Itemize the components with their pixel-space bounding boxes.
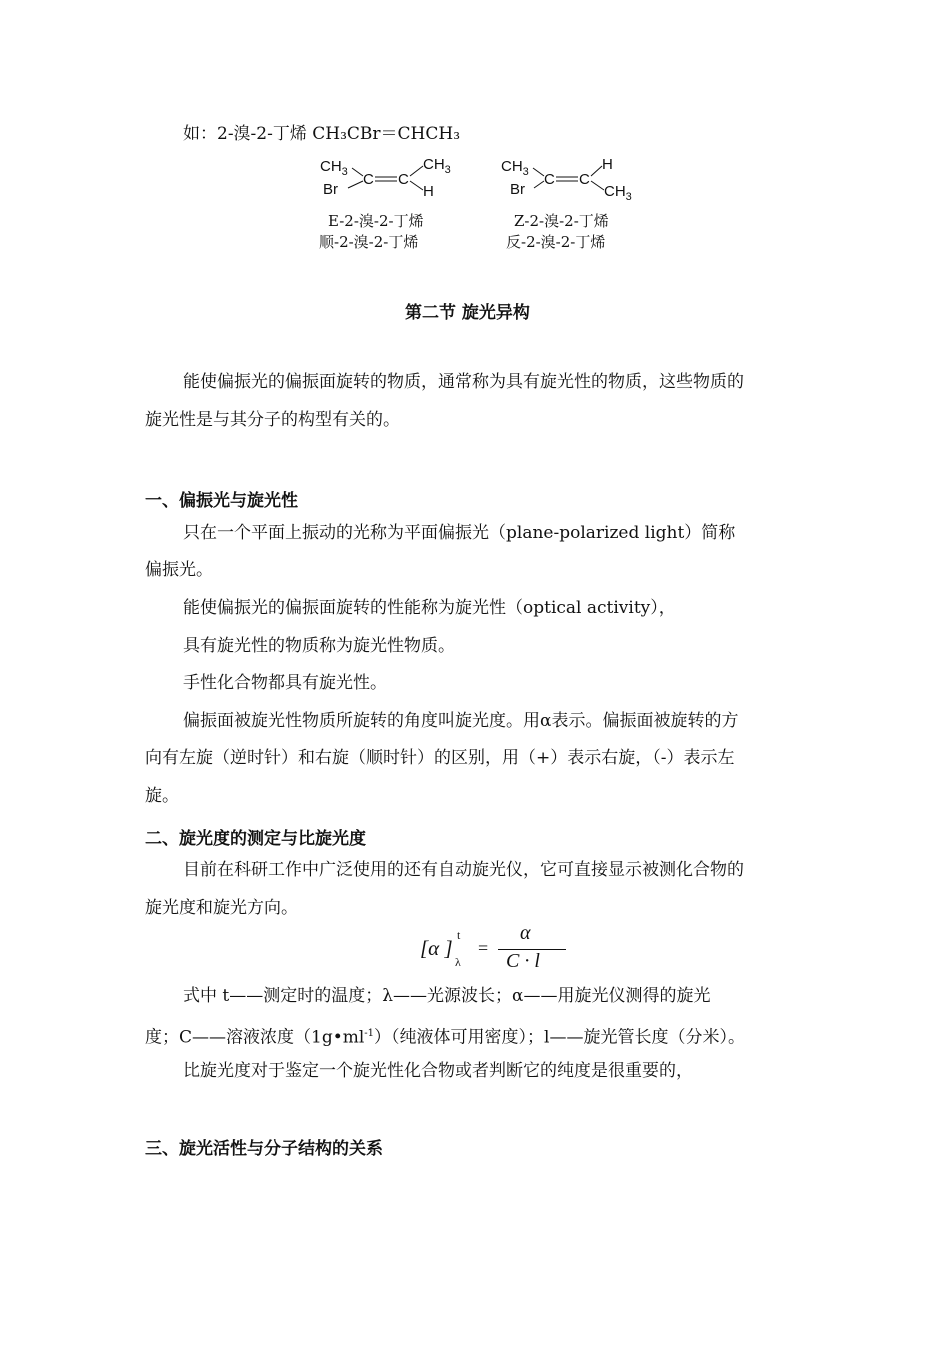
structure-e-2-bromo-2-butene <box>315 152 465 204</box>
paragraph-7-superscript: -1 <box>364 1028 375 1039</box>
paragraph-4: 手性化合物都具有旋光性。 <box>183 673 387 693</box>
substituent-bottom-right: H <box>423 183 434 200</box>
paragraph-8: 比旋光度对于鉴定一个旋光性化合物或者判断它的纯度是很重要的， <box>183 1061 693 1081</box>
formula-subscript: λ <box>455 955 461 969</box>
caption-z-isomer: Z-2-溴-2-丁烯 <box>514 212 609 230</box>
paragraph-7-line-2-b: ）（纯液体可用密度）；l——旋光管长度（分米）。 <box>374 1027 745 1048</box>
substituent-top-left: $CH_3$ <box>320 158 348 178</box>
heading-optical-activity-structure: 三、旋光活性与分子结构的关系 <box>145 1139 383 1159</box>
substituent-bottom-left: Br <box>510 181 525 198</box>
formula-denominator: C · l <box>506 950 540 972</box>
paragraph-6-line-2: 旋光度和旋光方向。 <box>145 898 298 918</box>
substituent-top-left: $CH_3$ <box>501 158 529 178</box>
paragraph-2: 能使偏振光的偏振面旋转的性能称为旋光性（optical activity）， <box>183 598 676 618</box>
paragraph-1-line-2: 偏振光。 <box>145 560 213 580</box>
carbon-atom-right: C <box>398 171 409 188</box>
substituent-bottom-right: $CH_3$ <box>604 183 632 203</box>
carbon-atom-right: C <box>579 171 590 188</box>
formula-equals: = <box>478 938 489 958</box>
carbon-atom-left: C <box>544 171 555 188</box>
caption-e-isomer: E-2-溴-2-丁烯 <box>328 212 424 230</box>
paragraph-7-line-2 <box>145 1015 745 1057</box>
substituent-bottom-left: Br <box>323 181 338 198</box>
intro-line-1: 能使偏振光的偏振面旋转的物质，通常称为具有旋光性的物质，这些物质的 <box>183 372 744 392</box>
paragraph-1-line-1: 只在一个平面上振动的光称为平面偏振光（plane-polarized light）简称 <box>183 523 736 543</box>
intro-line-2: 旋光性是与其分子的构型有关的。 <box>145 410 400 430</box>
example-line: 如：2-溴-2-丁烯 CH₃CBr＝CHCH₃ <box>183 124 461 144</box>
carbon-atom-left: C <box>363 171 374 188</box>
paragraph-6-line-1: 目前在科研工作中广泛使用的还有自动旋光仪，它可直接显示被测化合物的 <box>183 860 744 880</box>
substituent-top-right: H <box>602 156 613 173</box>
substituent-top-right: $CH_3$ <box>423 156 451 176</box>
caption-trans-isomer: 反-2-溴-2-丁烯 <box>506 233 606 251</box>
paragraph-3: 具有旋光性的物质称为旋光性物质。 <box>183 636 455 656</box>
paragraph-5-line-3: 旋。 <box>145 786 179 806</box>
structure-z-2-bromo-2-butene <box>496 152 646 204</box>
formula-lhs: [α ] <box>420 936 453 960</box>
paragraph-5-line-2: 向有左旋（逆时针）和右旋（顺时针）的区别，用（+）表示右旋，（-）表示左 <box>145 748 735 768</box>
paragraph-7-line-2-a: 度；C——溶液浓度（1g•ml <box>145 1027 365 1048</box>
section-title: 第二节 旋光异构 <box>405 303 530 323</box>
paragraph-7-line-1: 式中 t——测定时的温度；λ——光源波长；α——用旋光仪测得的旋光 <box>183 986 711 1006</box>
heading-polarized-light: 一、偏振光与旋光性 <box>145 491 298 511</box>
paragraph-5-line-1: 偏振面被旋光性物质所旋转的角度叫旋光度。用α表示。偏振面被旋转的方 <box>183 711 739 731</box>
heading-specific-rotation: 二、旋光度的测定与比旋光度 <box>145 829 366 849</box>
formula-superscript: t <box>457 928 461 942</box>
formula-numerator: α <box>520 922 531 944</box>
caption-cis-isomer: 顺-2-溴-2-丁烯 <box>319 233 419 251</box>
specific-rotation-formula <box>420 924 580 976</box>
